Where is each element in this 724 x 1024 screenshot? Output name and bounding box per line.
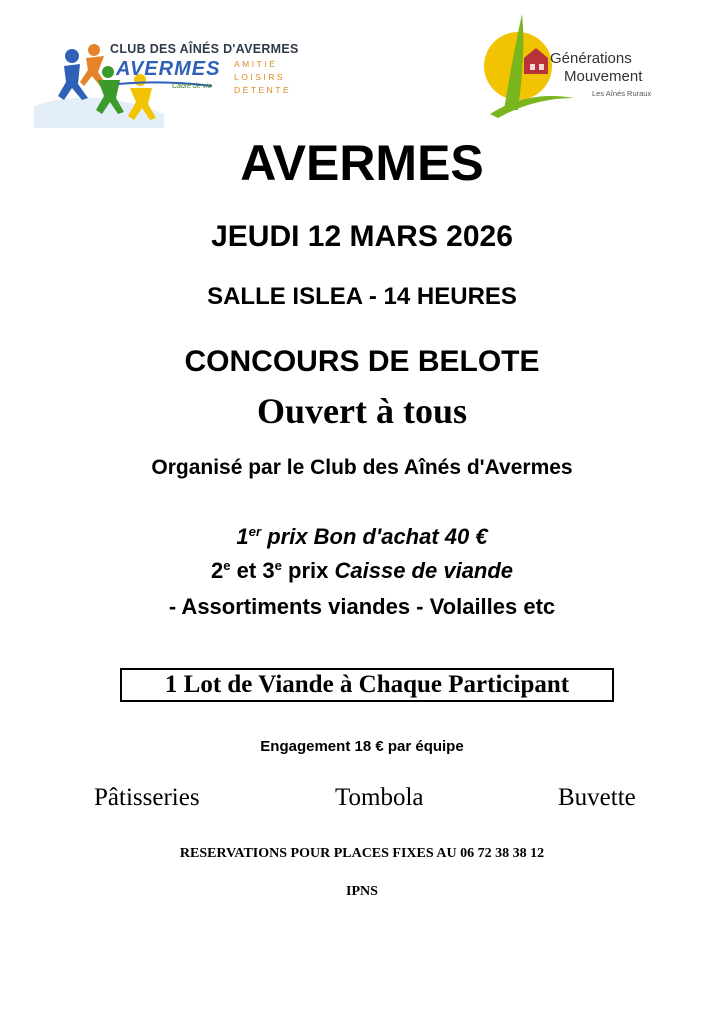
gm-line-2: Mouvement bbox=[564, 68, 643, 85]
second-third-prize-text: prix bbox=[281, 558, 335, 583]
extra-pastries: Pâtisseries bbox=[94, 784, 200, 811]
first-prize-rank: 1 bbox=[236, 524, 249, 549]
club-tagline: Cadre de vie bbox=[172, 83, 212, 90]
generations-mouvement-logo bbox=[478, 10, 674, 118]
first-prize-text: prix Bon d'achat 40 € bbox=[261, 524, 488, 549]
third-prize-suffix: e bbox=[274, 558, 282, 574]
club-name: CLUB DES AÎNÉS D'AVERMES bbox=[110, 42, 299, 56]
event-venue-time: SALLE ISLEA - 14 HEURES bbox=[207, 283, 517, 310]
first-prize bbox=[0, 524, 724, 550]
gm-line-1: Générations bbox=[550, 50, 632, 67]
club-values bbox=[234, 58, 291, 97]
other-prizes: - Assortiments viandes - Volailles etc bbox=[168, 594, 556, 619]
extra-bar: Buvette bbox=[558, 784, 636, 811]
club-value: AMITIÉ bbox=[234, 59, 278, 69]
open-to-all: Ouvert à tous bbox=[257, 391, 467, 431]
participant-lot-box: 1 Lot de Viande à Chaque Participant bbox=[120, 668, 614, 702]
second-prize-rank: 2 bbox=[210, 558, 224, 583]
event-name: CONCOURS DE BELOTE bbox=[184, 345, 540, 378]
gm-line-3: Les Aînés Ruraux bbox=[592, 89, 652, 98]
entry-fee: Engagement 18 € par équipe bbox=[260, 738, 464, 755]
extra-raffle: Tombola bbox=[335, 784, 424, 811]
second-third-prize bbox=[0, 558, 724, 584]
first-prize-suffix: er bbox=[248, 524, 262, 540]
reservations: RESERVATIONS POUR PLACES FIXES AU 06 72 38 38 12 bbox=[179, 846, 545, 861]
club-town: AVERMES bbox=[116, 58, 221, 80]
club-value: LOISIRS bbox=[234, 72, 286, 82]
club-logo bbox=[34, 36, 302, 128]
third-prize-rank: et 3 bbox=[230, 558, 275, 583]
event-date: JEUDI 12 MARS 2026 bbox=[211, 220, 513, 253]
ipns-mention: IPNS bbox=[346, 884, 378, 899]
organizer: Organisé par le Club des Aînés d'Avermes bbox=[151, 456, 573, 479]
poster-title: AVERMES bbox=[240, 135, 484, 191]
club-value: DÉTENTE bbox=[234, 85, 292, 95]
second-third-prize-item: Caisse de viande bbox=[334, 558, 514, 583]
second-prize-suffix: e bbox=[223, 558, 231, 574]
